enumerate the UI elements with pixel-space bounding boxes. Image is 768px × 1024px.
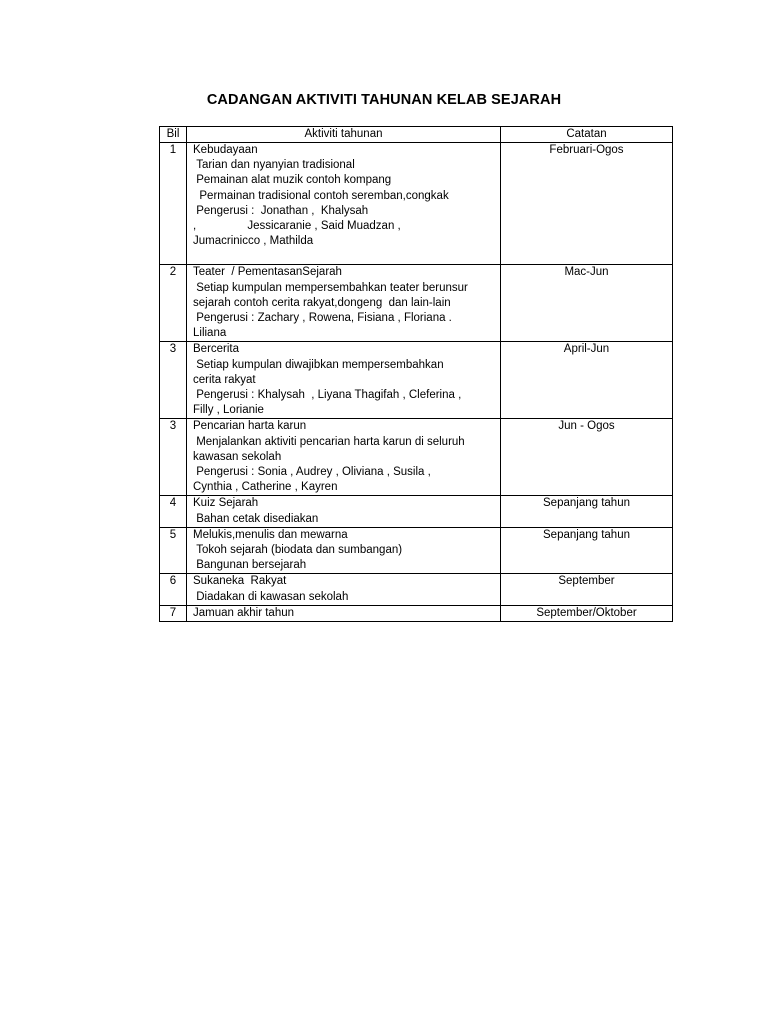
row-number: 4	[160, 496, 187, 527]
activity-line: kawasan sekolah	[193, 450, 282, 463]
catatan-cell: April-Jun	[501, 342, 673, 419]
table-body	[160, 143, 673, 622]
row-number: 5	[160, 527, 187, 574]
row-number: 1	[160, 143, 187, 265]
activity-cell	[187, 143, 501, 265]
activity-line: Cynthia , Catherine , Kayren	[193, 481, 338, 494]
table-row	[160, 342, 673, 419]
header-catatan: Catatan	[501, 127, 673, 143]
header-aktiviti: Aktiviti tahunan	[187, 127, 501, 143]
activity-line: Bercerita	[193, 343, 240, 356]
page-title: CADANGAN AKTIVITI TAHUNAN KELAB SEJARAH	[206, 92, 562, 108]
activity-line: Pemainan alat muzik contoh kompang	[193, 174, 392, 187]
activity-line: Pengerusi : Jonathan , Khalysah	[193, 204, 369, 217]
table-row	[160, 496, 673, 527]
catatan-cell: Sepanjang tahun	[501, 496, 673, 527]
activity-cell	[187, 496, 501, 527]
activity-line: Tokoh sejarah (biodata dan sumbangan)	[193, 544, 403, 557]
table-row	[160, 143, 673, 265]
row-number: 6	[160, 574, 187, 605]
table-header-row	[160, 127, 673, 143]
activity-line: Pencarian harta karun	[193, 420, 307, 433]
row-number: 3	[160, 419, 187, 496]
activity-line: Diadakan di kawasan sekolah	[193, 590, 349, 603]
catatan-cell: Februari-Ogos	[501, 143, 673, 265]
activity-line: Kebudayaan	[193, 144, 258, 156]
activity-line: Liliana	[193, 327, 227, 340]
activity-line: , Jessicaranie , Said Muadzan ,	[193, 220, 401, 233]
activity-line: Sukaneka Rakyat	[193, 575, 287, 588]
row-number: 2	[160, 265, 187, 342]
activity-line: Pengerusi : Sonia , Audrey , Oliviana , Susila ,	[193, 466, 431, 479]
row-number: 3	[160, 342, 187, 419]
activity-line: Tarian dan nyanyian tradisional	[193, 159, 355, 172]
row-number: 7	[160, 605, 187, 621]
activity-line: Setiap kumpulan mempersembahkan teater berunsur	[193, 281, 468, 294]
activity-cell	[187, 419, 501, 496]
blank-gap	[193, 249, 496, 264]
activity-cell	[187, 574, 501, 605]
table-row	[160, 419, 673, 496]
activity-line: Pengerusi : Khalysah , Liyana Thagifah , Cleferina ,	[193, 389, 462, 402]
activity-line: Jumacrinicco , Mathilda	[193, 235, 314, 248]
activity-line: Filly , Lorianie	[193, 404, 264, 417]
catatan-cell: September	[501, 574, 673, 605]
catatan-cell: Sepanjang tahun	[501, 527, 673, 574]
activity-line: Bahan cetak disediakan	[193, 512, 319, 525]
activity-line: Pengerusi : Zachary , Rowena, Fisiana , Floriana .	[193, 312, 452, 325]
header-bil: Bil	[160, 127, 187, 143]
activity-line: Jamuan akhir tahun	[193, 606, 295, 619]
activity-line: Teater / PementasanSejarah	[193, 266, 342, 279]
activity-cell	[187, 265, 501, 342]
table-row	[160, 574, 673, 605]
table-row	[160, 265, 673, 342]
catatan-cell: Jun - Ogos	[501, 419, 673, 496]
activity-line: sejarah contoh cerita rakyat,dongeng dan lain-lain	[193, 296, 451, 309]
table-row	[160, 605, 673, 621]
activity-line: Setiap kumpulan diwajibkan mempersembahkan	[193, 358, 444, 371]
activity-line: Menjalankan aktiviti pencarian harta karun di seluruh	[193, 435, 465, 448]
table-row	[160, 527, 673, 574]
activity-table	[159, 126, 673, 622]
activity-line: Bangunan bersejarah	[193, 559, 307, 572]
activity-line: cerita rakyat	[193, 373, 256, 386]
activity-line: Permainan tradisional contoh seremban,congkak	[193, 189, 449, 202]
activity-cell	[187, 605, 501, 621]
activity-line: Melukis,menulis dan mewarna	[193, 528, 348, 541]
activity-cell	[187, 527, 501, 574]
activity-line: Kuiz Sejarah	[193, 497, 259, 510]
catatan-cell: Mac-Jun	[501, 265, 673, 342]
activity-cell	[187, 342, 501, 419]
catatan-cell: September/Oktober	[501, 605, 673, 621]
